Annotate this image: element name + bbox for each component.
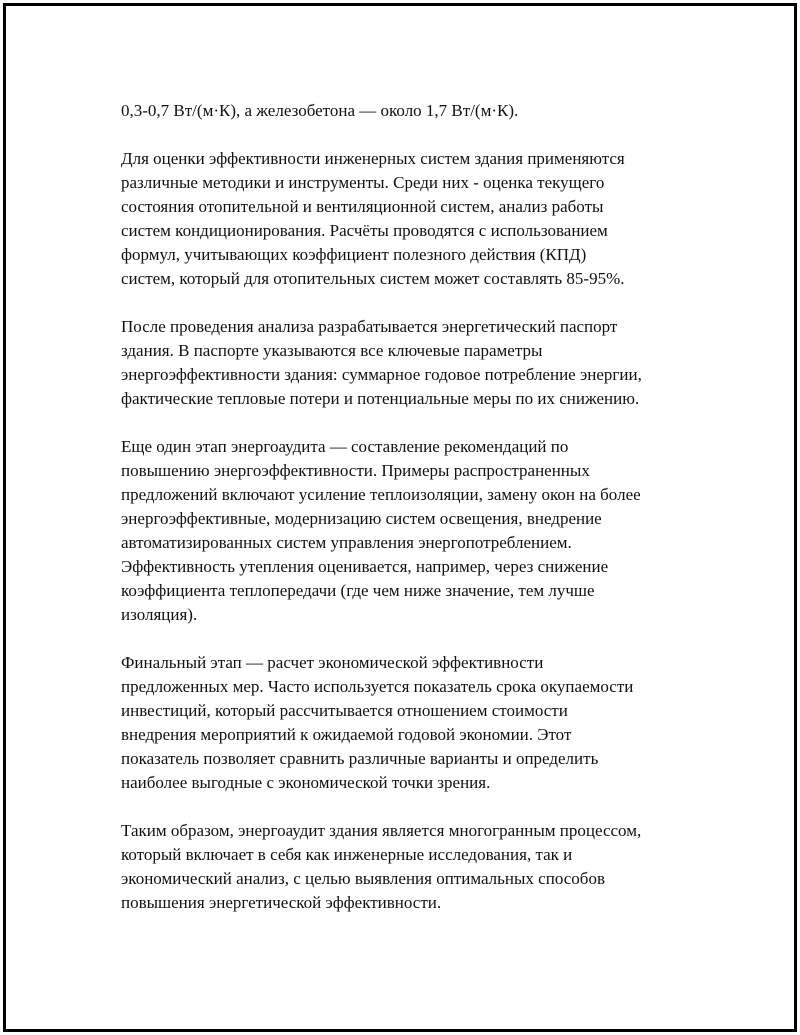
paragraph-4: Еще один этап энергоаудита — составление рекомендаций по повышению энергоэффективности. Примеры распространенных предложений включают усиление теплоизоляции, замену окон на более энергоэффективные, модернизацию систем освещения, внедрение автоматизированных систем управления энергопотреблением. Эффективность утепления оценивается, например, через снижение коэффициента теплопередачи (где чем ниже значение, тем лучше изоляция). (121, 437, 641, 624)
page-frame (3, 3, 797, 1032)
paragraph-3: После проведения анализа разрабатывается энергетический паспорт здания. В паспорте указываются все ключевые параметры энергоэффективности здания: суммарное годовое потребление энергии, фактические тепловые потери и потенциальные меры по их снижению. (121, 317, 642, 408)
document-body (121, 99, 711, 939)
paragraph-6: Таким образом, энергоаудит здания является многогранным процессом, который включает в себя как инженерные исследования, так и экономический анализ, с целью выявления оптимальных способов повышения энергетической эффективности. (121, 821, 642, 912)
paragraph-2: Для оценки эффективности инженерных систем здания применяются различные методики и инструменты. Среди них - оценка текущего состояния отопительной и вентиляционной систем, анализ работы систем кондиционирования. Расчёты проводятся с использованием формул, учитывающих коэффициент полезного действия (КПД) систем, который для отопительных систем может составлять 85-95%. (121, 149, 625, 288)
paragraph-5: Финальный этап — расчет экономической эффективности предложенных мер. Часто используется показатель срока окупаемости инвестиций, который рассчитывается отношением стоимости внедрения мероприятий к ожидаемой годовой экономии. Этот показатель позволяет сравнить различные варианты и определить наиболее выгодные с экономической точки зрения. (121, 653, 634, 792)
paragraph-1: 0,3-0,7 Вт/(м·К), а железобетона — около 1,7 Вт/(м·К). (121, 101, 519, 120)
